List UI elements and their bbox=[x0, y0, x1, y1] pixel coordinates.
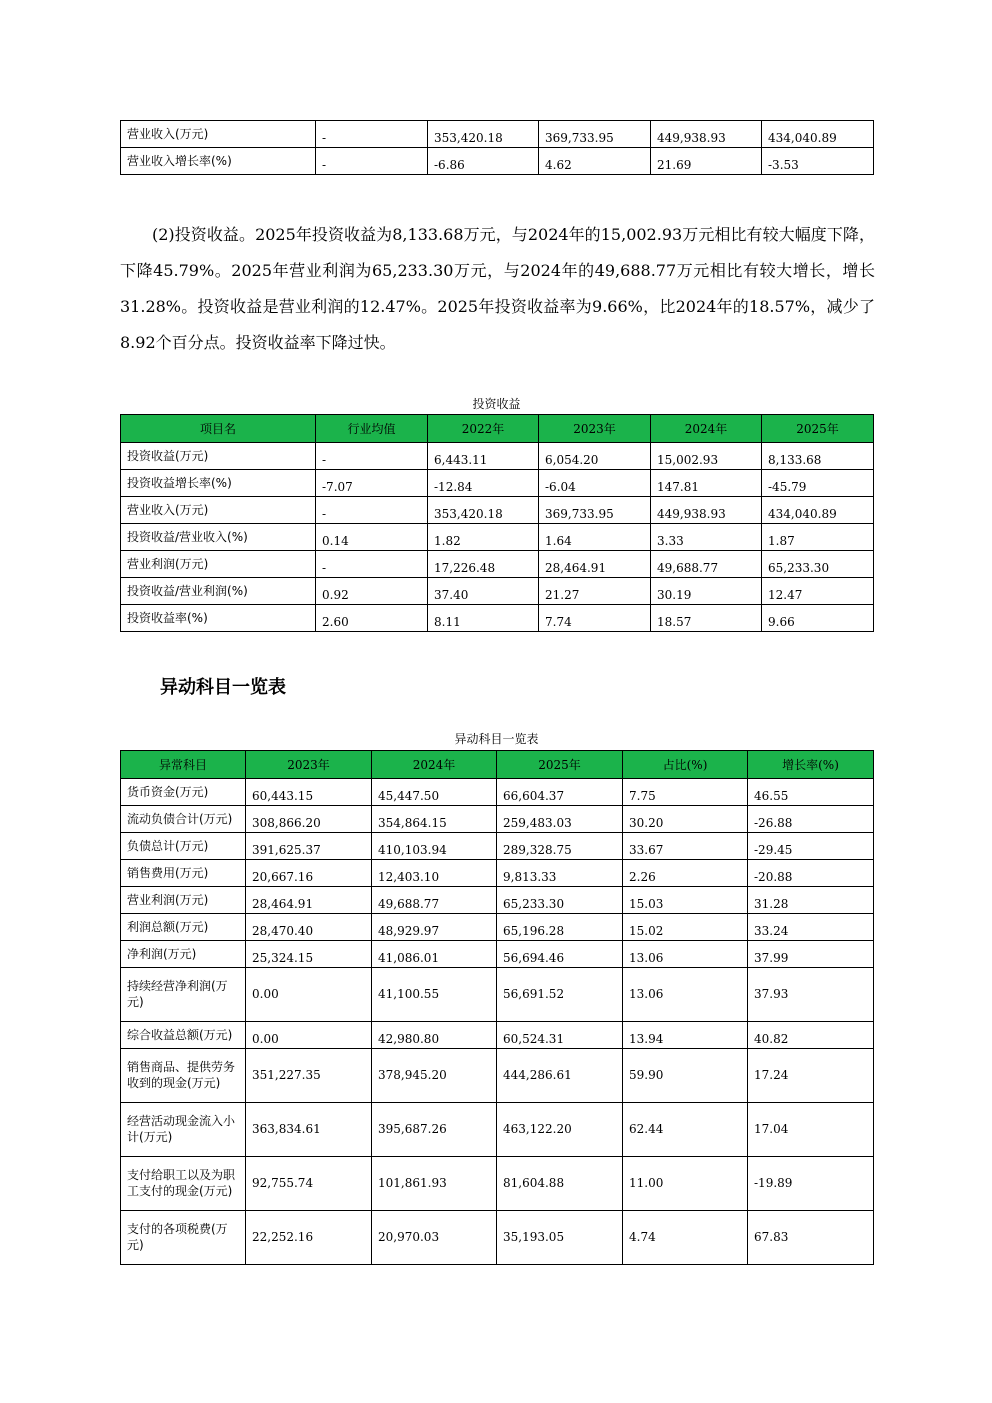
section-heading: 异动科目一览表 bbox=[160, 677, 286, 698]
table-row bbox=[121, 551, 874, 578]
table-cell: 444,286.61 bbox=[497, 1049, 623, 1103]
table-cell: 147.81 bbox=[651, 470, 762, 497]
table-cell: 17.04 bbox=[748, 1103, 874, 1157]
table-cell: 378,945.20 bbox=[372, 1049, 497, 1103]
table-cell: 60,524.31 bbox=[497, 1022, 623, 1049]
table-cell: 65,196.28 bbox=[497, 914, 623, 941]
table-cell: 62.44 bbox=[623, 1103, 748, 1157]
table-cell: 31.28 bbox=[748, 887, 874, 914]
table-cell: - bbox=[316, 551, 428, 578]
table-cell: - bbox=[316, 443, 428, 470]
table-cell: 37.99 bbox=[748, 941, 874, 968]
table-cell: 0.14 bbox=[316, 524, 428, 551]
column-header: 2024年 bbox=[372, 751, 497, 779]
table-row bbox=[121, 470, 874, 497]
table-row bbox=[121, 941, 874, 968]
table-cell: 12,403.10 bbox=[372, 860, 497, 887]
table-cell: -12.84 bbox=[428, 470, 539, 497]
column-header: 2024年 bbox=[651, 415, 762, 443]
table-cell: 15,002.93 bbox=[651, 443, 762, 470]
row-label: 营业收入增长率(%) bbox=[121, 148, 316, 175]
table-cell: 449,938.93 bbox=[651, 497, 762, 524]
row-label: 负债总计(万元) bbox=[121, 833, 246, 860]
table-row bbox=[121, 578, 874, 605]
table-cell: 11.00 bbox=[623, 1157, 748, 1211]
table-cell: 22,252.16 bbox=[246, 1211, 372, 1265]
table-cell: 33.24 bbox=[748, 914, 874, 941]
table-cell: 48,929.97 bbox=[372, 914, 497, 941]
table-cell: 8.11 bbox=[428, 605, 539, 632]
table-cell: 410,103.94 bbox=[372, 833, 497, 860]
table-cell: 46.55 bbox=[748, 779, 874, 806]
anomaly-table-caption: 异动科目一览表 bbox=[454, 732, 539, 746]
table-row bbox=[121, 779, 874, 806]
table-cell: 65,233.30 bbox=[762, 551, 874, 578]
table-cell: 9.66 bbox=[762, 605, 874, 632]
row-label: 营业收入(万元) bbox=[121, 497, 316, 524]
table-header-row bbox=[121, 751, 874, 779]
investment-table-caption: 投资收益 bbox=[472, 397, 521, 411]
table-cell: -6.86 bbox=[428, 148, 539, 175]
row-label: 销售费用(万元) bbox=[121, 860, 246, 887]
table-cell: 1.87 bbox=[762, 524, 874, 551]
table-cell: 18.57 bbox=[651, 605, 762, 632]
table-cell: 42,980.80 bbox=[372, 1022, 497, 1049]
table-cell: 0.00 bbox=[246, 968, 372, 1022]
table-row bbox=[121, 1022, 874, 1049]
table-cell: 28,470.40 bbox=[246, 914, 372, 941]
table-row bbox=[121, 968, 874, 1022]
column-header: 2022年 bbox=[428, 415, 539, 443]
table-cell: 45,447.50 bbox=[372, 779, 497, 806]
table-cell: 395,687.26 bbox=[372, 1103, 497, 1157]
table-cell: 101,861.93 bbox=[372, 1157, 497, 1211]
table-cell: -29.45 bbox=[748, 833, 874, 860]
table-cell: 0.92 bbox=[316, 578, 428, 605]
table-cell: 0.00 bbox=[246, 1022, 372, 1049]
table-row bbox=[121, 806, 874, 833]
row-label: 营业收入(万元) bbox=[121, 121, 316, 148]
table-row bbox=[121, 443, 874, 470]
table-cell: 8,133.68 bbox=[762, 443, 874, 470]
table-cell: 40.82 bbox=[748, 1022, 874, 1049]
table-row bbox=[121, 833, 874, 860]
table-cell: 354,864.15 bbox=[372, 806, 497, 833]
table-row bbox=[121, 887, 874, 914]
row-label: 流动负债合计(万元) bbox=[121, 806, 246, 833]
table-cell: 49,688.77 bbox=[372, 887, 497, 914]
row-label: 支付的各项税费(万元) bbox=[121, 1211, 246, 1265]
column-header: 2025年 bbox=[762, 415, 874, 443]
column-header: 项目名 bbox=[121, 415, 316, 443]
table-row bbox=[121, 1211, 874, 1265]
investment-income-paragraph: (2)投资收益。2025年投资收益为8,133.68万元，与2024年的15,002.93万元相比有较大幅度下降，下降45.79%。2025年营业利润为65,233.30万元，与2024年的49,688.77万元相比有较大增长，增长31.28%。投资收益是营业利润的12.47%。2025年投资收益率为9.66%，比2024年的18.57%，减少了8.92个百分点。投资收益率下降过快。 bbox=[120, 225, 875, 352]
row-label: 持续经营净利润(万元) bbox=[121, 968, 246, 1022]
row-label: 支付给职工以及为职工支付的现金(万元) bbox=[121, 1157, 246, 1211]
table-header-row bbox=[121, 415, 874, 443]
column-header: 增长率(%) bbox=[748, 751, 874, 779]
table-cell: 6,443.11 bbox=[428, 443, 539, 470]
table-cell: 363,834.61 bbox=[246, 1103, 372, 1157]
table-cell: 25,324.15 bbox=[246, 941, 372, 968]
table-cell: 28,464.91 bbox=[539, 551, 651, 578]
table-cell: 4.74 bbox=[623, 1211, 748, 1265]
row-label: 经营活动现金流入小计(万元) bbox=[121, 1103, 246, 1157]
table-cell: 59.90 bbox=[623, 1049, 748, 1103]
table-cell: 60,443.15 bbox=[246, 779, 372, 806]
row-label: 营业利润(万元) bbox=[121, 887, 246, 914]
table-cell: 15.03 bbox=[623, 887, 748, 914]
table-cell: 13.06 bbox=[623, 941, 748, 968]
table-cell: 20,667.16 bbox=[246, 860, 372, 887]
table-cell: 6,054.20 bbox=[539, 443, 651, 470]
table-cell: 30.19 bbox=[651, 578, 762, 605]
table-cell: 30.20 bbox=[623, 806, 748, 833]
table-cell: 13.06 bbox=[623, 968, 748, 1022]
table-cell: 41,100.55 bbox=[372, 968, 497, 1022]
table-cell: 56,691.52 bbox=[497, 968, 623, 1022]
table-cell: -7.07 bbox=[316, 470, 428, 497]
row-label: 综合收益总额(万元) bbox=[121, 1022, 246, 1049]
table-cell: 1.82 bbox=[428, 524, 539, 551]
table-cell: 66,604.37 bbox=[497, 779, 623, 806]
table-cell: 308,866.20 bbox=[246, 806, 372, 833]
table-cell: 434,040.89 bbox=[762, 497, 874, 524]
table-cell: 37.93 bbox=[748, 968, 874, 1022]
table-cell: 3.33 bbox=[651, 524, 762, 551]
table-row bbox=[121, 1157, 874, 1211]
table-cell: - bbox=[316, 121, 428, 148]
table-row bbox=[121, 605, 874, 632]
row-label: 投资收益/营业利润(%) bbox=[121, 578, 316, 605]
table-cell: 37.40 bbox=[428, 578, 539, 605]
table-row bbox=[121, 914, 874, 941]
table-cell: -19.89 bbox=[748, 1157, 874, 1211]
table-cell: 369,733.95 bbox=[539, 121, 651, 148]
revenue-table bbox=[120, 120, 874, 175]
table-cell: 21.69 bbox=[651, 148, 762, 175]
column-header: 2023年 bbox=[246, 751, 372, 779]
table-cell: 56,694.46 bbox=[497, 941, 623, 968]
table-cell: 21.27 bbox=[539, 578, 651, 605]
table-cell: -20.88 bbox=[748, 860, 874, 887]
column-header: 行业均值 bbox=[316, 415, 428, 443]
table-row bbox=[121, 1049, 874, 1103]
table-cell: 15.02 bbox=[623, 914, 748, 941]
table-cell: 289,328.75 bbox=[497, 833, 623, 860]
table-cell: 13.94 bbox=[623, 1022, 748, 1049]
table-cell: 2.26 bbox=[623, 860, 748, 887]
table-cell: 463,122.20 bbox=[497, 1103, 623, 1157]
table-cell: 65,233.30 bbox=[497, 887, 623, 914]
column-header: 2025年 bbox=[497, 751, 623, 779]
table-cell: 67.83 bbox=[748, 1211, 874, 1265]
table-cell: 391,625.37 bbox=[246, 833, 372, 860]
table-cell: - bbox=[316, 148, 428, 175]
table-cell: 12.47 bbox=[762, 578, 874, 605]
row-label: 营业利润(万元) bbox=[121, 551, 316, 578]
table-cell: 33.67 bbox=[623, 833, 748, 860]
column-header: 异常科目 bbox=[121, 751, 246, 779]
table-cell: 9,813.33 bbox=[497, 860, 623, 887]
table-cell: 353,420.18 bbox=[428, 497, 539, 524]
table-row bbox=[121, 121, 874, 148]
row-label: 投资收益增长率(%) bbox=[121, 470, 316, 497]
table-cell: 1.64 bbox=[539, 524, 651, 551]
row-label: 投资收益率(%) bbox=[121, 605, 316, 632]
table-cell: -6.04 bbox=[539, 470, 651, 497]
table-cell: 35,193.05 bbox=[497, 1211, 623, 1265]
table-cell: - bbox=[316, 497, 428, 524]
table-cell: 81,604.88 bbox=[497, 1157, 623, 1211]
table-cell: 4.62 bbox=[539, 148, 651, 175]
table-row bbox=[121, 860, 874, 887]
table-row bbox=[121, 524, 874, 551]
table-cell: 2.60 bbox=[316, 605, 428, 632]
table-cell: -3.53 bbox=[762, 148, 874, 175]
investment-income-table bbox=[120, 414, 874, 632]
row-label: 投资收益(万元) bbox=[121, 443, 316, 470]
table-cell: 17,226.48 bbox=[428, 551, 539, 578]
column-header: 2023年 bbox=[539, 415, 651, 443]
table-cell: 434,040.89 bbox=[762, 121, 874, 148]
table-cell: 17.24 bbox=[748, 1049, 874, 1103]
table-row bbox=[121, 148, 874, 175]
table-cell: 7.74 bbox=[539, 605, 651, 632]
table-cell: 353,420.18 bbox=[428, 121, 539, 148]
table-cell: 449,938.93 bbox=[651, 121, 762, 148]
table-cell: 259,483.03 bbox=[497, 806, 623, 833]
table-cell: 41,086.01 bbox=[372, 941, 497, 968]
row-label: 投资收益/营业收入(%) bbox=[121, 524, 316, 551]
table-row bbox=[121, 497, 874, 524]
column-header: 占比(%) bbox=[623, 751, 748, 779]
table-cell: -26.88 bbox=[748, 806, 874, 833]
table-cell: 20,970.03 bbox=[372, 1211, 497, 1265]
row-label: 净利润(万元) bbox=[121, 941, 246, 968]
anomaly-items-table bbox=[120, 750, 874, 1265]
table-cell: -45.79 bbox=[762, 470, 874, 497]
row-label: 货币资金(万元) bbox=[121, 779, 246, 806]
row-label: 利润总额(万元) bbox=[121, 914, 246, 941]
table-cell: 351,227.35 bbox=[246, 1049, 372, 1103]
table-cell: 28,464.91 bbox=[246, 887, 372, 914]
table-cell: 92,755.74 bbox=[246, 1157, 372, 1211]
table-cell: 7.75 bbox=[623, 779, 748, 806]
row-label: 销售商品、提供劳务收到的现金(万元) bbox=[121, 1049, 246, 1103]
table-cell: 369,733.95 bbox=[539, 497, 651, 524]
table-cell: 49,688.77 bbox=[651, 551, 762, 578]
table-row bbox=[121, 1103, 874, 1157]
